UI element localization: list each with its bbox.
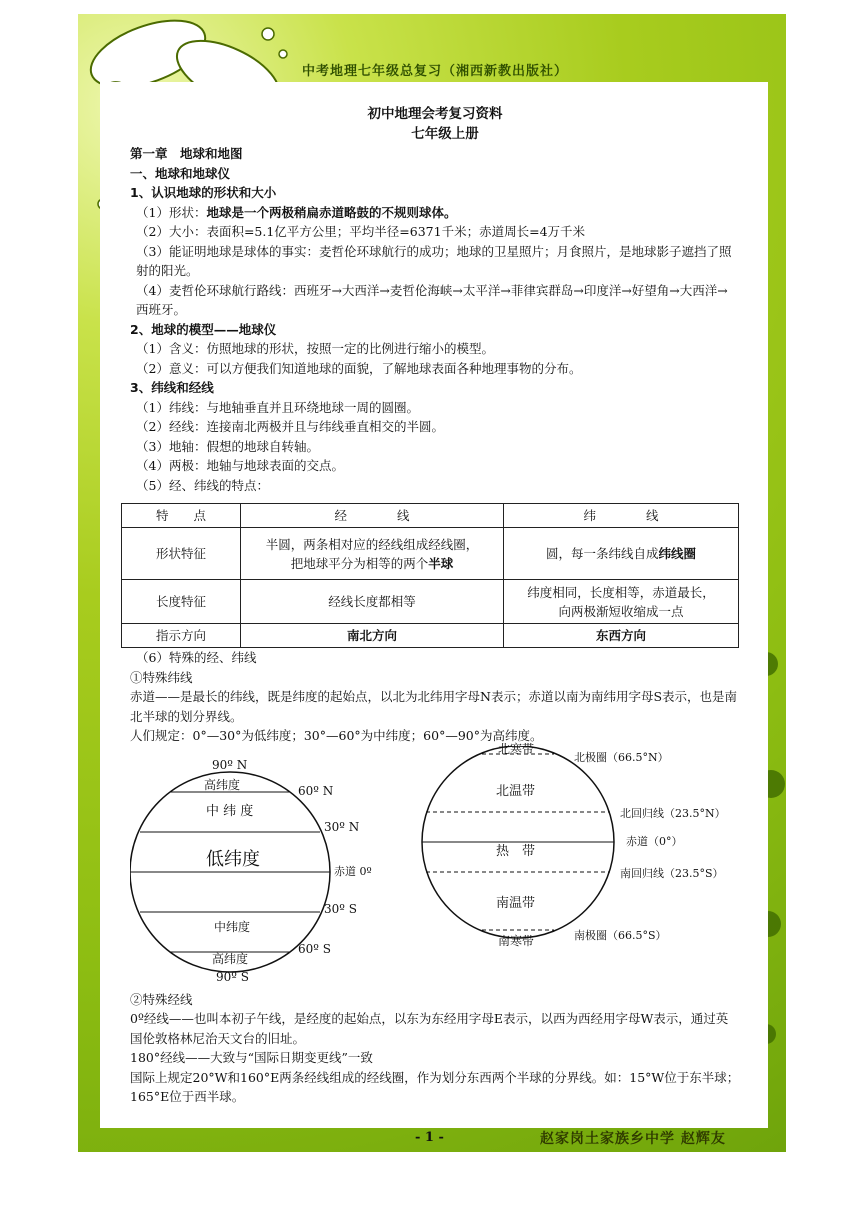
label-90s: 90º S (216, 969, 249, 984)
paragraph: （2）经线：连接南北两极并且与纬线垂直相交的半圆。 (136, 419, 444, 434)
zone-mid-south: 中纬度 (214, 919, 251, 934)
table-cell: 指示方向 (122, 624, 241, 648)
paragraph: 180°经线——大致与“国际日期变更线”一致 (130, 1050, 373, 1065)
label-30n: 30º N (324, 819, 360, 834)
doc-subtitle: 七年级上册 (411, 126, 479, 142)
table-row (122, 580, 739, 624)
table-row (122, 528, 739, 580)
label-30s: 30º S (324, 901, 357, 916)
subsection-heading: 1、认识地球的形状和大小 (130, 185, 277, 200)
zone-south-temperate: 南温带 (496, 895, 536, 911)
table-cell: 圆，每一条纬线自成纬线圈 (504, 528, 739, 580)
zone-torrid: 热 带 (496, 843, 536, 859)
paragraph: ②特殊经线 (130, 991, 193, 1007)
footer-school: 赵家岗土家族乡中学 赵辉友 (540, 1131, 726, 1147)
paragraph: （4）两极：地轴与地球表面的交点。 (136, 458, 344, 473)
label-60s: 60º S (298, 941, 331, 956)
label-arctic-circle: 北极圈（66.5°N） (574, 750, 669, 764)
paragraph: （2）意义：可以方便我们知道地球的面貌，了解地球表面各种地理事物的分布。 (136, 360, 582, 376)
paragraph: 人们规定：0°—30°为低纬度；30°—60°为中纬度；60°—90°为高纬度。 (130, 728, 543, 743)
table-cell: 长度特征 (122, 580, 241, 624)
zone-south-frigid: 南寒带 (498, 933, 535, 948)
subsection-heading: 3、纬线和经线 (130, 380, 214, 395)
label-antarctic-circle: 南极圈（66.5°S） (574, 928, 667, 942)
zone-low: 低纬度 (206, 848, 260, 870)
table-cell: 半圆，两条相对应的经线组成经线圈， 把地球平分为相等的两个半球 (241, 528, 504, 580)
table-cell: 南北方向 (241, 624, 504, 648)
section-heading: 一、地球和地球仪 (130, 165, 231, 181)
page-number: - 1 - (415, 1130, 444, 1145)
latitude-diagrams (130, 741, 740, 990)
table-header-row (122, 504, 739, 528)
label-equator-right: 赤道（0°） (626, 834, 683, 848)
document-content (130, 104, 740, 1107)
paragraph: ①特殊纬线 (130, 669, 193, 685)
paragraph: 国际上规定20°W和160°E两条经线组成的经线圈，作为划分东西两个半球的分界线。如：15°W位于东半球；165°E位于西半球。 (130, 1069, 740, 1104)
table-cell: 东西方向 (504, 624, 739, 648)
features-table (121, 503, 739, 648)
paragraph: （3）地轴：假想的地球自转轴。 (136, 438, 319, 454)
table-header-cell: 纬 线 (504, 504, 739, 528)
label-90n: 90º N (212, 757, 248, 772)
paragraph: （2）大小：表面积=5.1亿平方公里；平均半径=6371千米；赤道周长=4万千米 (136, 224, 586, 239)
label-tropic-cancer: 北回归线（23.5°N） (620, 806, 726, 820)
table-cell: 形状特征 (122, 528, 241, 580)
subsection-heading: 2、地球的模型——地球仪 (130, 321, 277, 337)
chapter-heading: 第一章 地球和地图 (130, 146, 243, 161)
doc-title: 初中地理会考复习资料 (367, 106, 503, 122)
paragraph: （6）特殊的经、纬线 (136, 650, 257, 665)
header-banner: 中考地理七年级总复习（湘西新教出版社） (301, 64, 568, 79)
paragraph: （1）形状：地球是一个两极稍扁赤道略鼓的不规则球体。 (136, 204, 457, 220)
label-tropic-capricorn: 南回归线（23.5°S） (620, 866, 724, 880)
zone-mid-north: 中 纬 度 (206, 803, 254, 819)
table-cell: 经线长度都相等 (241, 580, 504, 624)
zone-high-north: 高纬度 (204, 777, 241, 792)
label-60n: 60º N (298, 783, 334, 798)
paragraph: （1）纬线：与地轴垂直并且环绕地球一周的圆圈。 (136, 399, 419, 415)
table-header-cell: 特 点 (122, 504, 241, 528)
paragraph: （5）经、纬线的特点： (136, 477, 269, 493)
paragraph: 0º经线——也叫本初子午线，是经度的起始点，以东为东经用字母E表示，以西为西经用字母W表示，通过英国伦敦格林尼治天文台的旧址。 (130, 1011, 729, 1046)
table-header-cell: 经 线 (241, 504, 504, 528)
table-cell: 纬度相同，长度相等，赤道最长， 向两极渐短收缩成一点 (504, 580, 739, 624)
zone-north-temperate: 北温带 (496, 783, 536, 799)
table-row (122, 624, 739, 648)
zone-high-south: 高纬度 (212, 951, 249, 966)
paragraph: （4）麦哲伦环球航行路线：西班牙→大西洋→麦哲伦海峡→太平洋→菲律宾群岛→印度洋→好望角→大西洋→西班牙。 (136, 282, 728, 317)
label-equator: 赤道 0º (334, 864, 372, 878)
paragraph: （3）能证明地球是球体的事实：麦哲伦环球航行的成功；地球的卫星照片；月食照片，是地球影子遮挡了照射的阳光。 (136, 243, 732, 278)
paragraph: （1）含义：仿照地球的形状，按照一定的比例进行缩小的模型。 (136, 341, 494, 356)
zone-north-frigid: 北寒带 (498, 741, 535, 756)
paragraph: 赤道——是最长的纬线，既是纬度的起始点，以北为北纬用字母N表示；赤道以南为南纬用字母S表示，也是南北半球的划分界线。 (130, 689, 738, 724)
